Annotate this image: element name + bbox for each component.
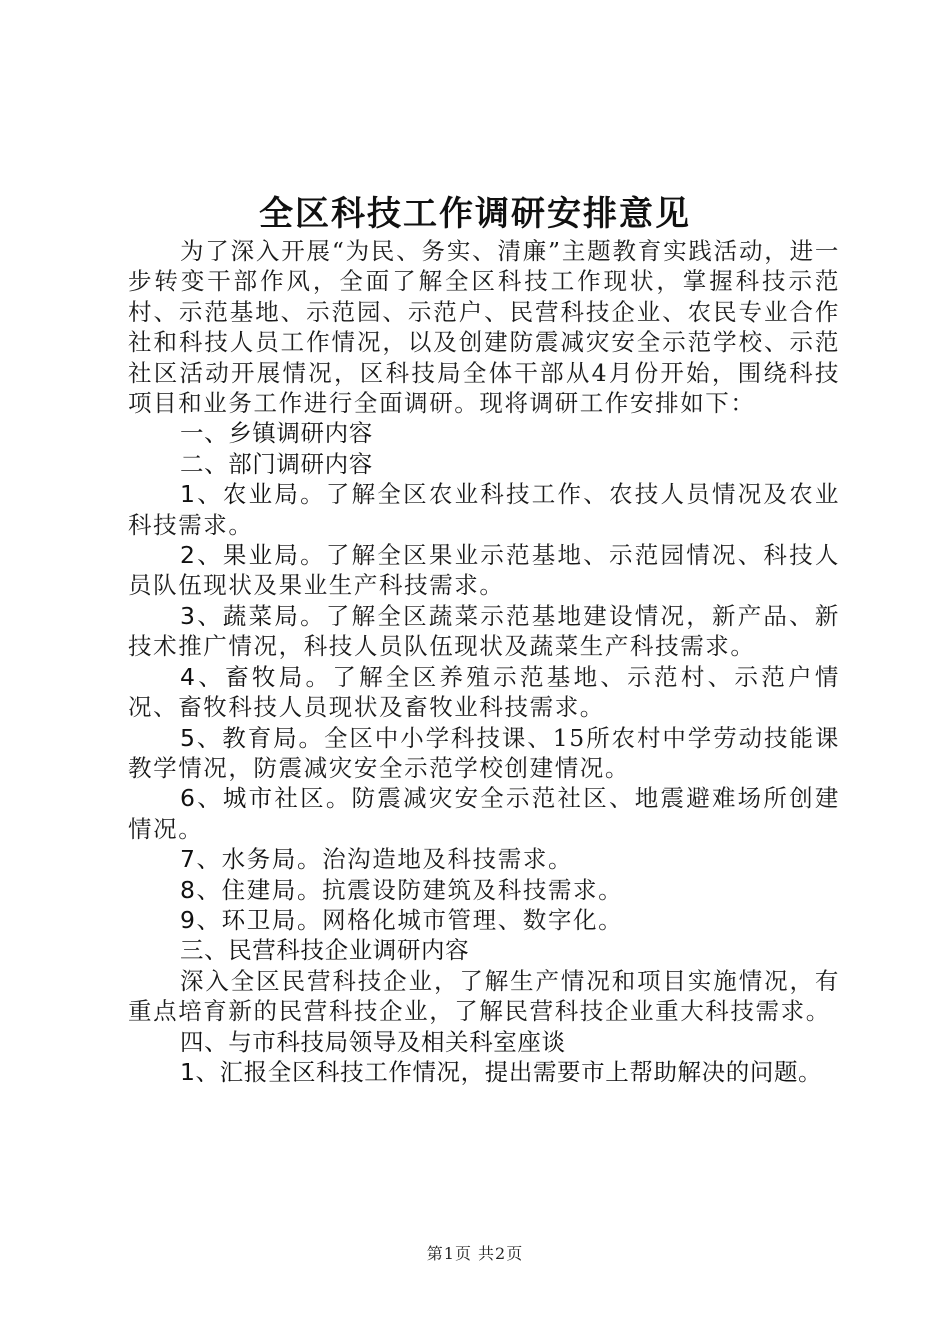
department-text: 了解全区蔬菜示范基地建设情况，新产品、新技术推广情况，科技人员队伍现状及蔬菜生产科技需求。 (128, 601, 841, 661)
department-text: 治沟造地及科技需求。 (322, 845, 574, 874)
department-item-agriculture (128, 479, 840, 540)
department-text: 防震减灾安全示范社区、地震避难场所创建情况。 (128, 784, 840, 843)
department-label: 5、教育局。 (180, 723, 324, 752)
document-title: 全区科技工作调研安排意见 (259, 194, 691, 234)
section-heading-townships: 一、乡镇调研内容 (180, 419, 373, 448)
private-enterprises-paragraph: 深入全区民营科技企业，了解生产情况和项目实施情况，有重点培育新的民营科技企业，了解民营科技企业重大科技需求。 (128, 966, 840, 1026)
department-label: 6、城市社区。 (180, 784, 352, 813)
department-item-livestock (128, 662, 840, 723)
department-label: 4、畜牧局。 (180, 662, 333, 691)
department-label: 8、住建局。 (180, 875, 323, 904)
department-item-community (128, 783, 840, 844)
department-item-vegetable (128, 601, 840, 662)
department-item-sanitation (128, 905, 840, 935)
section-heading-departments: 二、部门调研内容 (180, 449, 373, 478)
department-text: 全区中小学科技课、15所农村中学劳动技能课教学情况，防震减灾安全示范学校创建情况。 (128, 723, 840, 782)
page-footer: 第1页 共2页 (426, 1244, 524, 1263)
section-heading-private-enterprises: 三、民营科技企业调研内容 (180, 936, 470, 965)
department-text: 了解全区养殖示范基地、示范村、示范户情况、畜牧科技人员现状及畜牧业科技需求。 (128, 662, 840, 722)
department-label: 9、环卫局。 (180, 905, 323, 934)
department-item-fruit (128, 540, 840, 601)
department-text: 抗震设防建筑及科技需求。 (322, 875, 624, 904)
department-label: 3、蔬菜局。 (180, 601, 326, 630)
department-item-housing (128, 875, 840, 905)
department-item-water (128, 844, 840, 874)
department-text: 了解全区果业示范基地、示范园情况、科技人员队伍现状及果业生产科技需求。 (128, 541, 841, 600)
department-label: 7、水务局。 (180, 845, 323, 874)
city-meeting-item-1: 1、汇报全区科技工作情况，提出需要市上帮助解决的问题。 (180, 1057, 823, 1086)
department-item-education (128, 723, 840, 784)
department-label: 2、果业局。 (180, 541, 326, 570)
department-label: 1、农业局。 (180, 480, 326, 509)
document-body (128, 236, 840, 1087)
intro-paragraph: 为了深入开展“为民、务实、清廉”主题教育实践活动，进一步转变干部作风，全面了解全区科技工作现状，掌握科技示范村、示范基地、示范园、示范户、民营科技企业、农民专业合作社和科技人员工作情况，以及创建防震减灾安全示范学校、示范社区活动开展情况，区科技局全体干部从4月份开始，围绕科技项目和业务工作进行全面调研。现将调研工作安排如下： (128, 237, 840, 418)
department-text: 了解全区农业科技工作、农技人员情况及农业科技需求。 (128, 480, 841, 539)
department-text: 网格化城市管理、数字化。 (322, 905, 624, 934)
section-heading-city-meeting: 四、与市科技局领导及相关科室座谈 (180, 1027, 566, 1056)
